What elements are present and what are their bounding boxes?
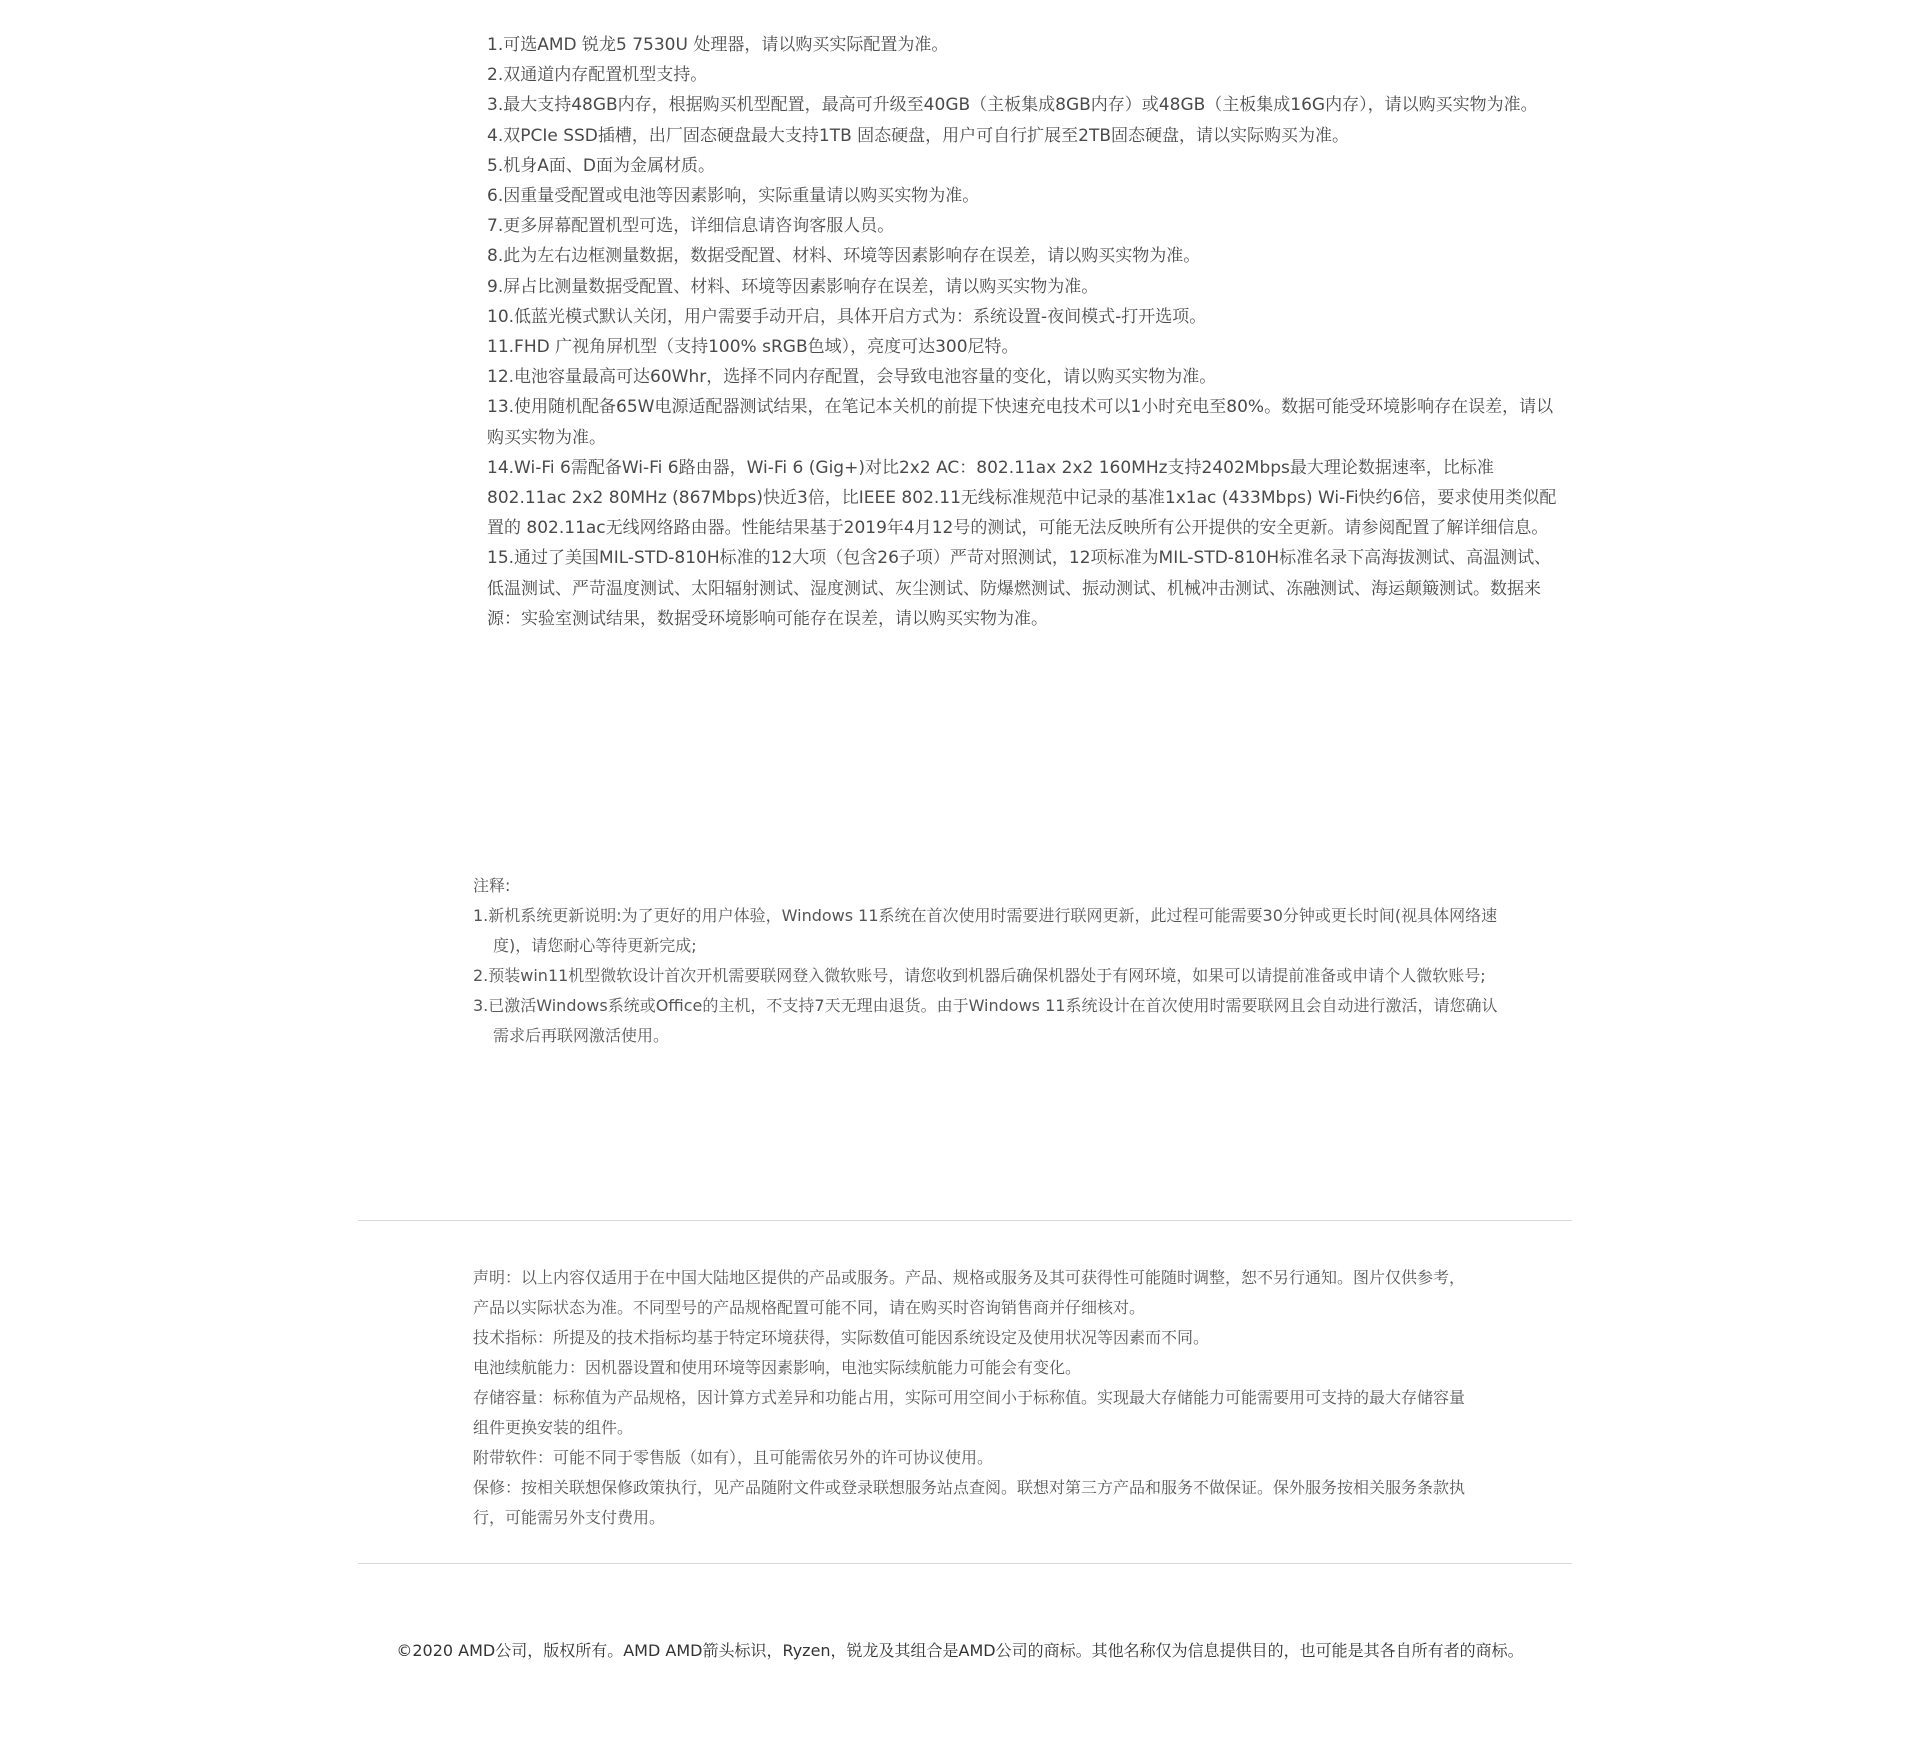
- disclaimer-warranty: 保修：按相关联想保修政策执行，见产品随附文件或登录联想服务站点查阅。联想对第三方产品和服务不做保证。保外服务按相关服务条款执行，可能需另外支付费用。: [473, 1478, 1466, 1527]
- footnote-item: 13.使用随机配备65W电源适配器测试结果，在笔记本关机的前提下快速充电技术可以1小时充电至80%。数据可能受环境影响存在误差，请以购买实物为准。: [487, 397, 1554, 448]
- disclaimer-statement: 声明：以上内容仅适用于在中国大陆地区提供的产品或服务。产品、规格或服务及其可获得性可能随时调整，恕不另行通知。图片仅供参考，产品以实际状态为准。不同型号的产品规格配置可能不同，请在购买时咨询销售商并仔细核对。: [473, 1268, 1466, 1317]
- disclaimer-software: 附带软件：可能不同于零售版（如有），且可能需依另外的许可协议使用。: [473, 1448, 994, 1467]
- footnote-item: 9.屏占比测量数据受配置、材料、环境等因素影响存在误差，请以购买实物为准。: [487, 276, 1099, 297]
- footnote-item: 7.更多屏幕配置机型可选，详细信息请咨询客服人员。: [487, 216, 895, 237]
- remarks-item: 1.新机系统更新说明:为了更好的用户体验，Windows 11系统在首次使用时需要进行联网更新，此过程可能需要30分钟或更长时间(视具体网络速度)，请您耐心等待更新完成;: [473, 906, 1498, 955]
- remarks-item: 3.已激活Windows系统或Office的主机，不支持7天无理由退货。由于Windows 11系统设计在首次使用时需要联网且会自动进行激活，请您确认需求后再联网激活使用。: [473, 996, 1498, 1045]
- divider-top: [358, 1220, 1572, 1221]
- disclaimer-storage: 存储容量：标称值为产品规格，因计算方式差异和功能占用，实际可用空间小于标称值。实现最大存储能力可能需要用可支持的最大存储容量组件更换安装的组件。: [473, 1388, 1466, 1437]
- footnote-item: 10.低蓝光模式默认关闭，用户需要手动开启，具体开启方式为：系统设置-夜间模式-打开选项。: [487, 306, 1207, 327]
- footnote-item: 3.最大支持48GB内存，根据购买机型配置，最高可升级至40GB（主板集成8GB内存）或48GB（主板集成16G内存），请以购买实物为准。: [487, 95, 1538, 116]
- footnote-item: 11.FHD 广视角屏机型（支持100% sRGB色域），亮度可达300尼特。: [487, 337, 1019, 358]
- footnote-item: 4.双PCIe SSD插槽，出厂固态硬盘最大支持1TB 固态硬盘，用户可自行扩展至2TB固态硬盘，请以实际购买为准。: [487, 125, 1350, 146]
- footnote-item: 5.机身A面、D面为金属材质。: [487, 155, 715, 176]
- footnote-item: 15.通过了美国MIL-STD-810H标准的12大项（包含26子项）严苛对照测试，12项标准为MIL-STD-810H标准名录下高海拔测试、高温测试、低温测试、严苛温度测试、太阳辐射测试、湿度测试、灰尘测试、防爆燃测试、振动测试、机械冲击测试、冻融测试、海运颠簸测试。数据来源：实验室测试结果，数据受环境影响可能存在误差，请以购买实物为准。: [487, 548, 1552, 629]
- remarks-section: [473, 871, 1513, 1051]
- footnote-item: 1.可选AMD 锐龙5 7530U 处理器，请以购买实际配置为准。: [487, 35, 949, 55]
- disclaimer-battery: 电池续航能力：因机器设置和使用环境等因素影响，电池实际续航能力可能会有变化。: [473, 1358, 1082, 1377]
- footnote-item: 2.双通道内存配置机型支持。: [487, 65, 708, 86]
- footnote-item: 6.因重量受配置或电池等因素影响，实际重量请以购买实物为准。: [487, 186, 980, 207]
- footnote-item: 8.此为左右边框测量数据，数据受配置、材料、环境等因素影响存在误差，请以购买实物为准。: [487, 246, 1201, 267]
- remarks-item: 2.预装win11机型微软设计首次开机需要联网登入微软账号，请您收到机器后确保机器处于有网环境，如果可以请提前准备或申请个人微软账号;: [473, 966, 1486, 985]
- divider-bottom: [358, 1563, 1572, 1564]
- disclaimer-section: [473, 1263, 1473, 1533]
- copyright-notice: ©2020 AMD公司，版权所有。AMD AMD箭头标识，Ryzen，锐龙及其组合是AMD公司的商标。其他名称仅为信息提供目的，也可能是其各自所有者的商标。: [396, 1641, 1524, 1660]
- spec-footnotes-list: [487, 30, 1567, 634]
- footnote-item: 12.电池容量最高可达60Whr，选择不同内存配置，会导致电池容量的变化，请以购买实物为准。: [487, 367, 1217, 388]
- remarks-title: 注释:: [473, 876, 511, 895]
- disclaimer-tech-specs: 技术指标：所提及的技术指标均基于特定环境获得，实际数值可能因系统设定及使用状况等因素而不同。: [473, 1328, 1210, 1347]
- footnote-item: 14.Wi-Fi 6需配备Wi-Fi 6路由器，Wi-Fi 6 (Gig+)对比2x2 AC：802.11ax 2x2 160MHz支持2402Mbps最大理论数据速率，比标准802.11ac 2x2 80MHz (867Mbps)快近3倍，比IEEE 802.11无线标准规范中记录的基准1x1ac (433Mbps) Wi-Fi快约6倍，要求使用类似配置的 802.11ac无线网络路由器。性能结果基于2019年4月12号的测试，可能无法反映所有公开提供的安全更新。请参阅配置了解详细信息。: [487, 457, 1557, 539]
